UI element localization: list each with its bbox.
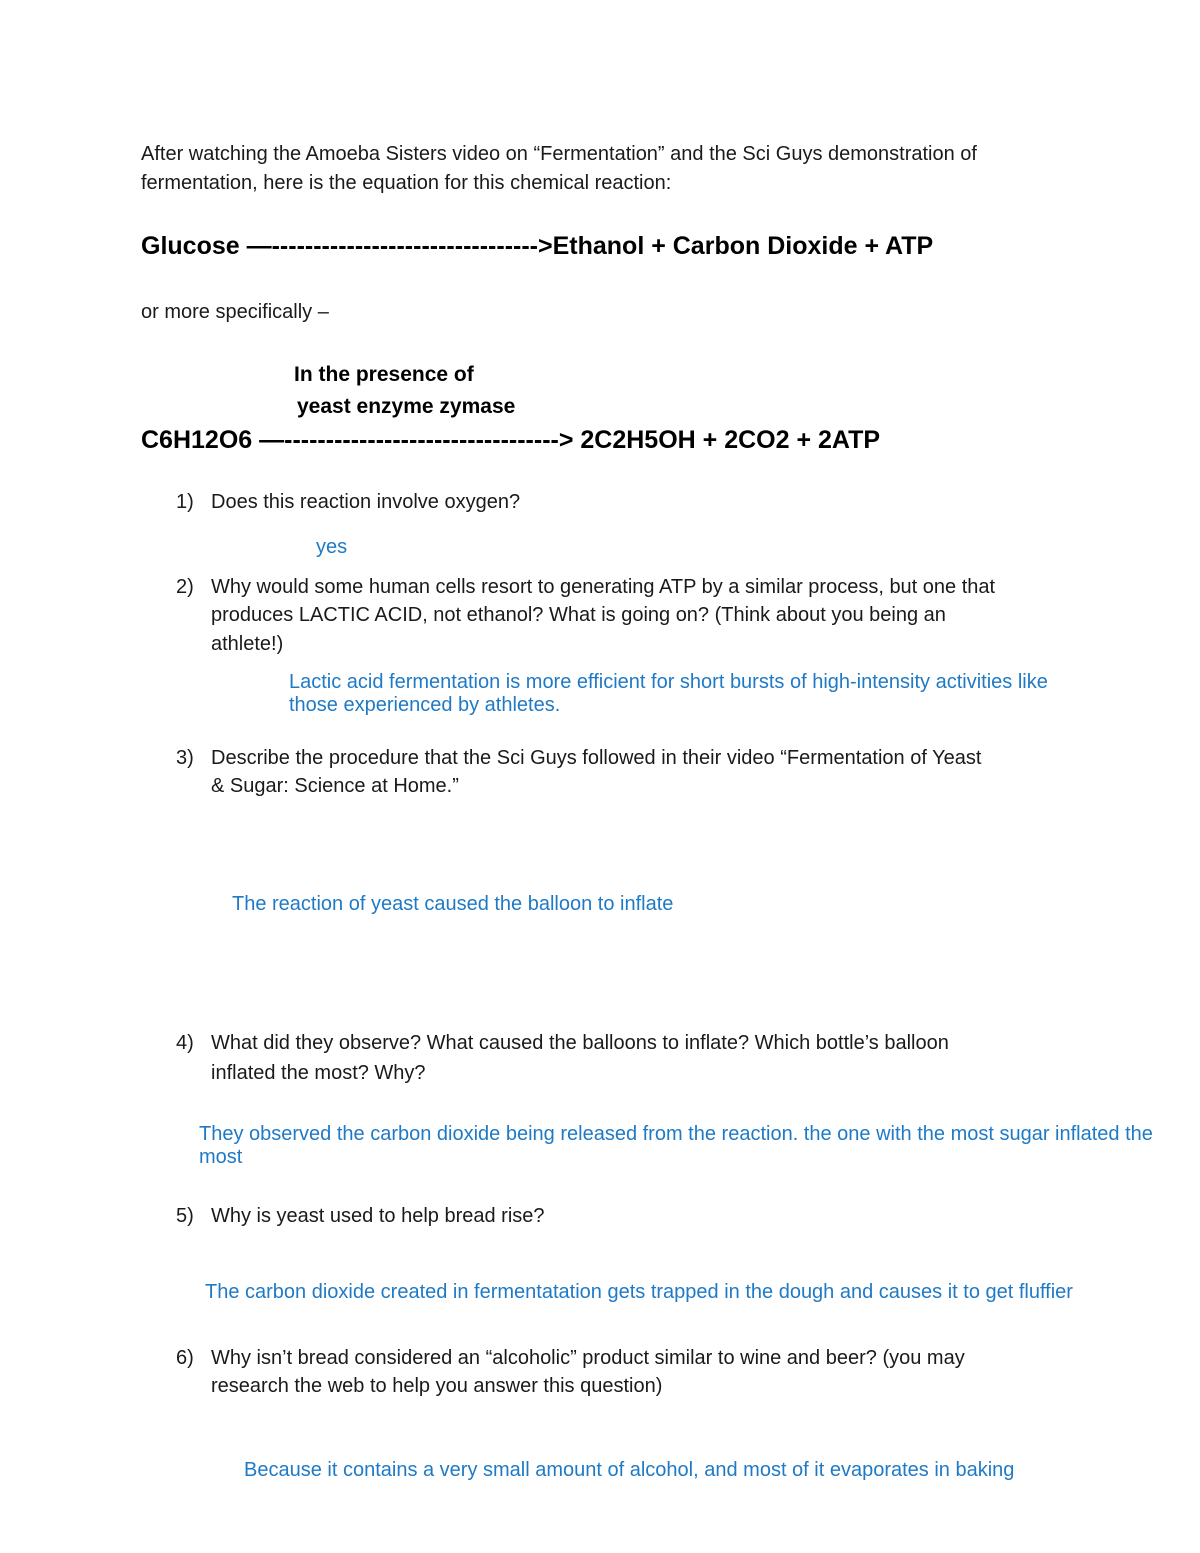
intro-line-1: After watching the Amoeba Sisters video on “Fermentation” and the Sci Guys demonstration of (141, 143, 977, 165)
question-number: 1) (176, 491, 194, 513)
question-text: inflated the most? Why? (211, 1062, 426, 1084)
formula-equation: C6H12O6 —---------------------------------> 2C2H5OH + 2CO2 + 2ATP (141, 426, 881, 454)
question-text: Why is yeast used to help bread rise? (211, 1205, 545, 1227)
question-text: research the web to help you answer this question) (211, 1375, 663, 1397)
question-text: Describe the procedure that the Sci Guys followed in their video “Fermentation of Yeast (211, 747, 982, 769)
answer-text: They observed the carbon dioxide being released from the reaction. the one with the most sugar inflated the (199, 1123, 1153, 1145)
question-text: Why would some human cells resort to generating ATP by a similar process, but one that (211, 576, 996, 598)
question-text: athlete!) (211, 633, 284, 655)
question-text: Why isn’t bread considered an “alcoholic” product similar to wine and beer? (you may (211, 1347, 965, 1369)
question-text: What did they observe? What caused the balloons to inflate? Which bottle’s balloon (211, 1032, 949, 1054)
question-number: 5) (176, 1205, 194, 1227)
condition-line-1: In the presence of (294, 363, 474, 386)
or-more-specifically: or more specifically – (141, 301, 329, 323)
answer-text: The reaction of yeast caused the balloon to inflate (232, 893, 674, 915)
answer-text: Because it contains a very small amount of alcohol, and most of it evaporates in baking (244, 1459, 1015, 1481)
answer-text: most (199, 1146, 243, 1168)
word-equation: Glucose —-------------------------------->Ethanol + Carbon Dioxide + ATP (141, 232, 934, 260)
answer-text: those experienced by athletes. (289, 694, 561, 716)
question-number: 3) (176, 747, 194, 769)
question-text: & Sugar: Science at Home.” (211, 775, 459, 797)
intro-line-2: fermentation, here is the equation for this chemical reaction: (141, 172, 672, 194)
question-text: Does this reaction involve oxygen? (211, 491, 521, 513)
answer-text: Lactic acid fermentation is more efficient for short bursts of high-intensity activities like (289, 671, 1048, 693)
question-number: 4) (176, 1032, 194, 1054)
question-number: 2) (176, 576, 194, 598)
answer-text: The carbon dioxide created in fermentatation gets trapped in the dough and causes it to get fluffier (205, 1281, 1073, 1303)
question-text: produces LACTIC ACID, not ethanol? What is going on? (Think about you being an (211, 604, 946, 626)
answer-text: yes (316, 536, 348, 558)
question-number: 6) (176, 1347, 194, 1369)
condition-line-2: yeast enzyme zymase (297, 395, 516, 418)
